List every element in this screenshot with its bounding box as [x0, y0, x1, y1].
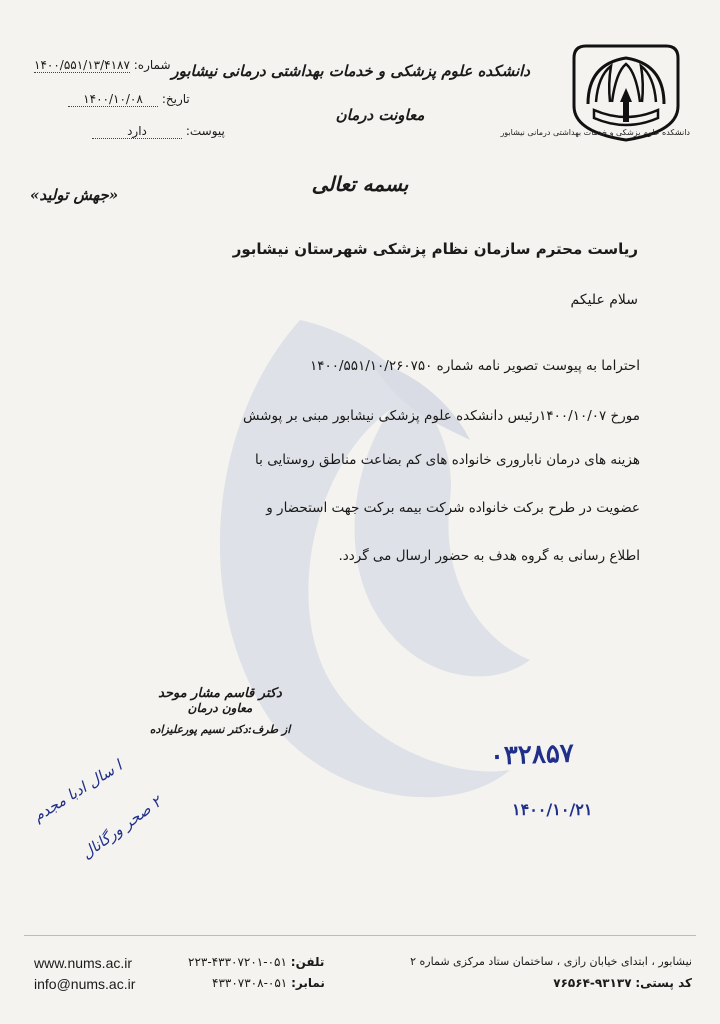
body-line: اطلاع رسانی به گروه هدف به حضور ارسال می گردد.	[338, 548, 640, 564]
university-name: دانشکده علوم پزشکی و خدمات بهداشتی درمانی نیشابور	[171, 62, 530, 80]
body-line: احتراما به پیوست تصویر نامه شماره ۱۴۰۰/۵۵۱/۱۰/۲۶۰۷۵۰	[309, 358, 640, 374]
letter-attachment	[92, 124, 225, 139]
handwritten-note-line2: ۲ صحر ورگانال	[78, 792, 165, 863]
signature-block	[120, 686, 320, 736]
signatory-title: معاون درمان	[187, 701, 253, 715]
body-line: عضویت در طرح برکت خانواده شرکت بیمه برکت جهت استحضار و	[266, 500, 640, 516]
letter-date	[68, 92, 190, 107]
date-label: تاریخ:	[161, 92, 190, 106]
postal-label: کد پستی:	[635, 976, 692, 990]
body-line: مورخ ۱۴۰۰/۱۰/۰۷رئیس دانشکده علوم پزشکی نیشابور مبنی بر پوشش	[242, 408, 640, 424]
phone-value: ۰۵۱-۴۳۳۰۷۲۰۱-۲۲۳	[188, 955, 287, 969]
postal-value: ۹۳۱۳۷-۷۶۵۶۴	[553, 976, 632, 990]
address: نیشابور ، ابتدای خیابان رازی ، ساختمان ستاد مرکزی شماره ۲	[410, 955, 692, 968]
logo-caption: دانشکده علوم پزشکی و خدمات بهداشتی درمانی نیشابور	[500, 128, 690, 137]
phone-line	[188, 955, 324, 969]
bismillah-heading: بسمه تعالی	[311, 172, 409, 196]
signatory-name: دکتر قاسم مشار موحد	[158, 686, 282, 701]
recipient: ریاست محترم سازمان نظام پزشکی شهرستان نیشابور	[232, 240, 638, 258]
slogan: «جهش تولید»	[30, 186, 119, 204]
attachment-label: پیوست:	[185, 124, 225, 138]
greeting: سلام علیکم	[570, 292, 638, 308]
number-label: شماره:	[133, 58, 171, 72]
handwritten-date: ۱۴۰۰/۱۰/۲۱	[512, 800, 593, 819]
fax-value: ۰۵۱-۴۳۳۰۷۳۰۸	[212, 976, 288, 990]
footer-divider	[24, 935, 696, 936]
on-behalf-of: از طرف:دکتر نسیم پورعلیزاده	[149, 723, 291, 736]
date-value: ۱۴۰۰/۱۰/۰۸	[68, 92, 158, 107]
department-name: معاونت درمان	[335, 106, 425, 124]
attachment-value: دارد	[92, 124, 182, 139]
fax-label: نمابر:	[291, 976, 325, 990]
handwritten-note-line1: ا سال ادبا مجدم	[30, 756, 126, 826]
fax-line	[212, 976, 325, 990]
letter-number	[34, 58, 171, 73]
phone-label: تلفن:	[290, 955, 325, 969]
email-link[interactable]: info@nums.ac.ir	[34, 976, 136, 992]
postal-code-line	[553, 976, 692, 990]
number-value: ۱۴۰۰/۵۵۱/۱۳/۴۱۸۷	[34, 58, 130, 72]
handwritten-number: ۰۳۲۸۵۷	[489, 738, 575, 772]
body-line: هزینه های درمان ناباروری خانواده های کم بضاعت مناطق روستایی با	[255, 452, 640, 468]
website-link[interactable]: www.nums.ac.ir	[34, 955, 133, 971]
